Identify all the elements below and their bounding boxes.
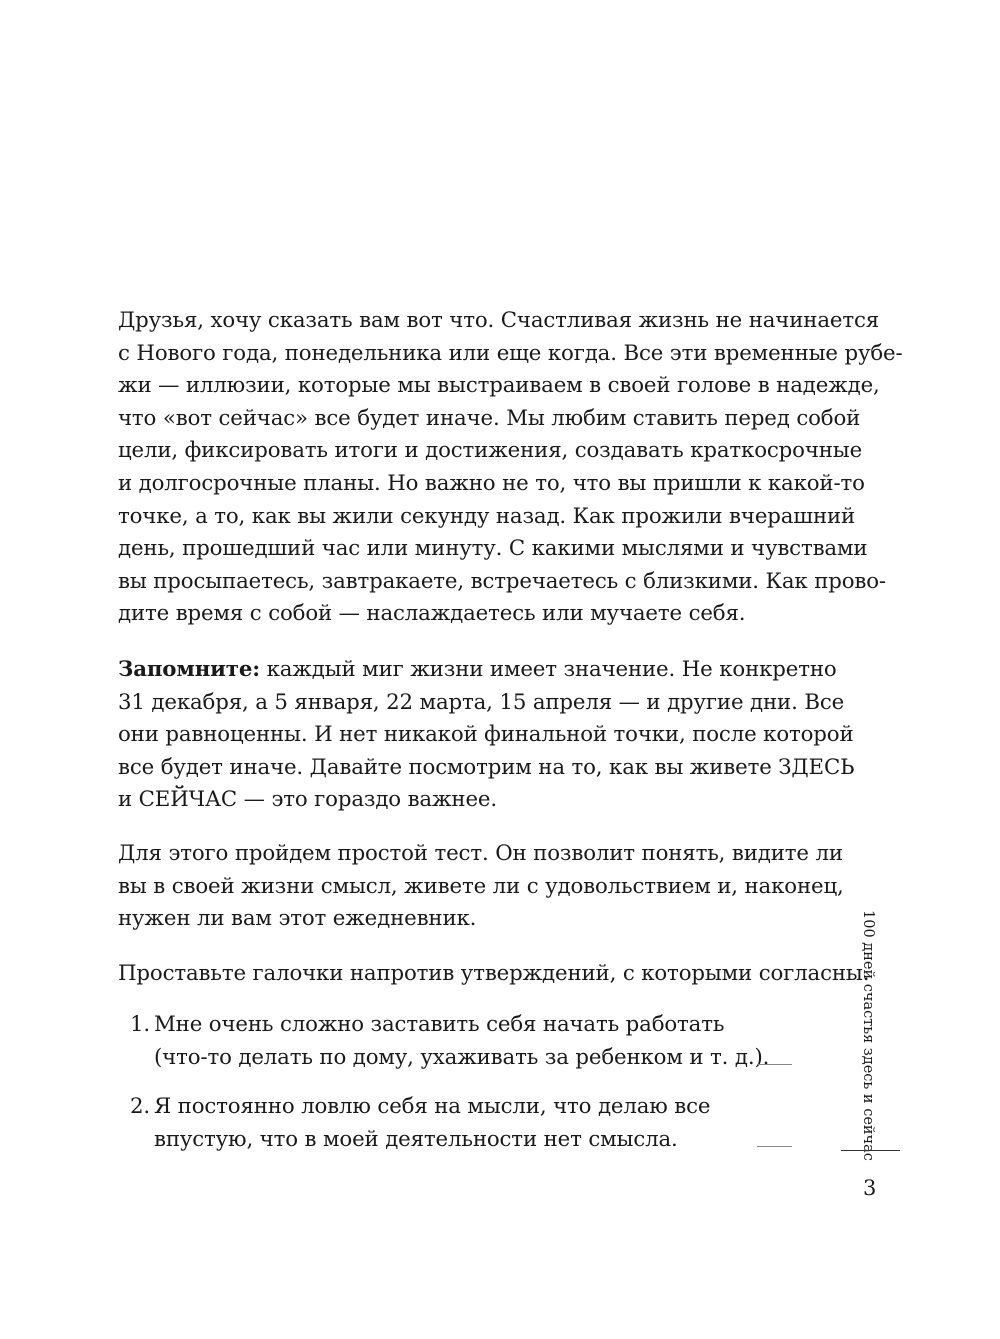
text-line: вы в своей жизни смысл, живете ли с удовольствием и, наконец, [118, 873, 844, 899]
text-line: точке, а то, как вы жили секунду назад. Как прожили вчерашний [118, 503, 856, 529]
text-line: с Нового года, понедельника или еще когда. Все эти временные рубе- [118, 340, 903, 366]
text-line: дите время с собой — наслаждаетесь или мучаете себя. [118, 601, 746, 627]
test-intro-paragraph [118, 838, 844, 936]
text-line: нужен ли вам этот ежедневник. [118, 906, 477, 932]
text-line: (что-то делать по дому, ухаживать за ребенком и т. д.). [154, 1044, 770, 1070]
text-line: и долгосрочные планы. Но важно не то, что вы пришли к какой-то [118, 470, 865, 496]
text-line: 31 декабря, а 5 января, 22 марта, 15 апреля — и другие дни. Все [118, 689, 845, 715]
text-line: Мне очень сложно заставить себя начать работать [154, 1012, 725, 1037]
text-line: Проставьте галочки напротив утверждений, с которыми согласны. [118, 961, 870, 986]
item-number: 2. [130, 1094, 151, 1119]
item-text [154, 1091, 710, 1156]
text-line: Я постоянно ловлю себя на мысли, что делаю все [154, 1094, 711, 1119]
text-line: они равноценны. И нет никакой финальной точки, после которой [118, 722, 854, 748]
text-line: и СЕЙЧАС — это гораздо важнее. [118, 787, 497, 813]
text-line: что «вот сейчас» все будет иначе. Мы любим ставить перед собой [118, 405, 861, 431]
item-text [154, 1009, 769, 1074]
checkmark-answer-line[interactable] [757, 1064, 792, 1065]
book-title-running-head: 100 дней счастья здесь и сейчас [860, 910, 876, 1161]
page-number: 3 [863, 1176, 877, 1200]
instructions-paragraph [118, 958, 870, 991]
text-line: Для этого пройдем простой тест. Он позволит понять, видите ли [118, 841, 843, 866]
text-line: жи — иллюзии, которые мы выстраиваем в своей голове в надежде, [118, 373, 880, 399]
text-line: цели, фиксировать итоги и достижения, создавать краткосрочные [118, 438, 863, 464]
remember-paragraph [118, 654, 855, 817]
footer-divider [841, 1150, 900, 1151]
text-line: вы просыпаетесь, завтракаете, встречаетесь с близкими. Как прово- [118, 568, 886, 594]
text-fragment: каждый миг жизни имеет значение. Не конкретно [259, 657, 837, 682]
text-line: впустую, что в моей деятельности нет смысла. [154, 1126, 678, 1152]
intro-paragraph [118, 305, 903, 631]
item-number: 1. [130, 1012, 151, 1037]
text-line [118, 654, 837, 687]
checkmark-answer-line[interactable] [757, 1146, 792, 1147]
text-line: Друзья, хочу сказать вам вот что. Счастливая жизнь не начинается [118, 308, 880, 333]
remember-label: Запомните: [118, 657, 260, 682]
text-line: все будет иначе. Давайте посмотрим на то, как вы живете ЗДЕСЬ [118, 754, 855, 780]
text-line: день, прошедший час или минуту. С какими мыслями и чувствами [118, 536, 868, 562]
